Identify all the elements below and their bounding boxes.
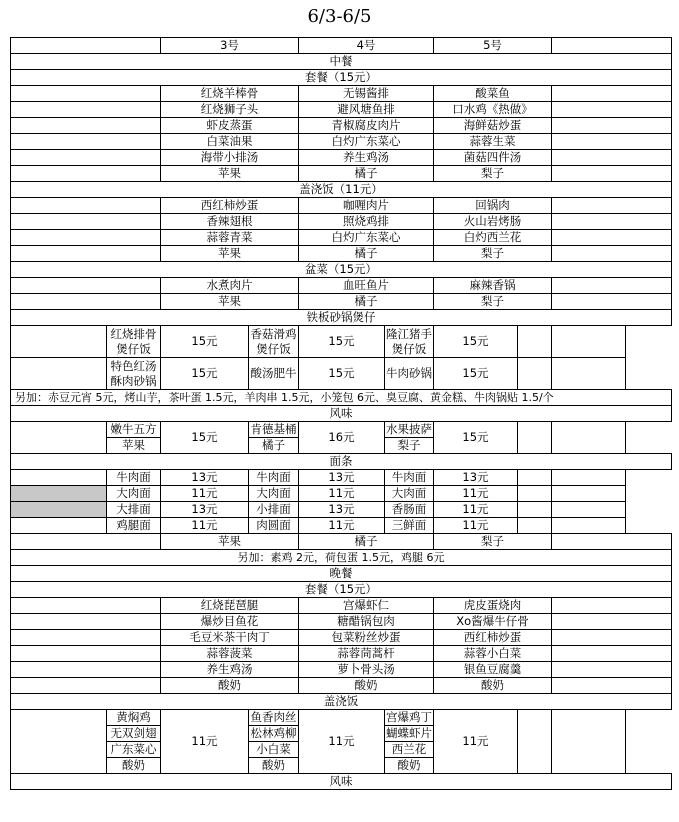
empty-cell: [11, 486, 107, 502]
empty-cell: [552, 134, 672, 150]
dish-cell: 酸菜鱼: [434, 86, 552, 102]
extras-note: 另加：素鸡 2元，荷包蛋 1.5元，鸡腿 6元: [11, 550, 672, 566]
set-meal-title: 套餐（15元）: [11, 70, 672, 86]
empty-cell: [552, 646, 672, 662]
dish-cell: 特色红汤酥肉砂锅: [107, 358, 161, 390]
dish-cell: 血旺鱼片: [299, 278, 434, 294]
table-row: [11, 230, 672, 246]
dish-cell: 无锡酱排: [299, 86, 434, 102]
table-row: [11, 614, 672, 630]
menu-table: [10, 37, 672, 790]
dish-cell: 水果披萨: [386, 422, 432, 436]
empty-cell: [552, 662, 672, 678]
dish-cell: 萝卜骨头汤: [299, 662, 434, 678]
empty-cell: [11, 326, 107, 358]
table-row: [11, 518, 672, 534]
empty-cell: [552, 278, 672, 294]
dish-cell: 西红柿炒蛋: [434, 630, 552, 646]
price-cell: 15元: [299, 326, 385, 358]
dish-cell: 红烧琵琶腿: [161, 598, 299, 614]
empty-cell: [552, 422, 626, 454]
dish-cell: 酸奶: [161, 678, 299, 694]
empty-cell: [11, 246, 161, 262]
dish-cell: 大排面: [107, 502, 161, 518]
dish-cell: 广东菜心: [107, 742, 161, 758]
empty-cell: [518, 710, 552, 774]
dish-cell: 梨子: [434, 246, 552, 262]
table-row: [11, 262, 672, 278]
table-row: [11, 470, 672, 486]
dish-cell: 红烧羊棒骨: [161, 86, 299, 102]
empty-cell: [518, 358, 552, 390]
table-row: [11, 102, 672, 118]
price-cell: 15元: [299, 358, 385, 390]
table-row: [11, 598, 672, 614]
dish-cell: 橘子: [299, 294, 434, 310]
dish-cell: 口水鸡《热做》: [434, 102, 552, 118]
dish-cell: 西红柿炒蛋: [161, 198, 299, 214]
price-cell: 11元: [299, 486, 385, 502]
dish-cell: 菌菇四件汤: [434, 150, 552, 166]
extras-note: 另加：赤豆元宵 5元，烤山芋，茶叶蛋 1.5元，羊肉串 1.5元，小笼包 6元、臭豆腐、黄金糕、牛肉锅贴 1.5/个: [11, 390, 672, 406]
empty-cell: [552, 118, 672, 134]
dish-cell: 酸奶: [107, 758, 161, 774]
empty-cell: [518, 486, 552, 502]
table-row: [11, 694, 672, 710]
empty-cell: [11, 534, 161, 550]
price-cell: 11元: [434, 486, 518, 502]
noodles-title: 面条: [11, 454, 672, 470]
price-cell: 13元: [299, 502, 385, 518]
table-row: [11, 294, 672, 310]
dish-cell: 牛肉面: [385, 470, 434, 486]
dish-cell: 牛肉面: [249, 470, 299, 486]
dish-cell: 火山岩烤肠: [434, 214, 552, 230]
dish-cell: 橘子: [299, 534, 434, 550]
table-row: [11, 710, 672, 726]
table-row: [11, 38, 672, 54]
dish-cell: 水煮肉片: [161, 278, 299, 294]
empty-cell: [11, 614, 161, 630]
empty-cell: [552, 38, 672, 54]
dish-cell: 照烧鸡排: [299, 214, 434, 230]
price-cell: 15元: [434, 422, 518, 454]
basin-title: 盆菜（15元）: [11, 262, 672, 278]
table-row: [11, 86, 672, 102]
set-meal-title: 套餐（15元）: [11, 582, 672, 598]
empty-cell: [518, 326, 552, 358]
dish-cell: 鸡腿面: [107, 518, 161, 534]
empty-cell: [552, 470, 626, 486]
price-cell: 16元: [299, 422, 385, 454]
table-row: [11, 582, 672, 598]
dish-cell: 肯德基桶: [250, 422, 297, 436]
dish-cell: 三鲜面: [385, 518, 434, 534]
price-cell: 11元: [299, 710, 385, 774]
empty-cell: [552, 518, 626, 534]
dish-cell: 虾皮蒸蛋: [161, 118, 299, 134]
table-row: [11, 278, 672, 294]
dish-cell: 宫爆虾仁: [299, 598, 434, 614]
table-row: [11, 454, 672, 470]
header-day-5: 5号: [434, 38, 552, 54]
empty-cell: [11, 646, 161, 662]
table-row: [11, 534, 672, 550]
price-cell: 13元: [161, 502, 249, 518]
dish-cell: 苹果: [161, 166, 299, 182]
lunch-title: 中餐: [11, 54, 672, 70]
empty-cell: [11, 150, 161, 166]
dish-cell: 避风塘鱼排: [299, 102, 434, 118]
dish-cell: 酸奶: [385, 758, 434, 774]
dish-cell: 大肉面: [107, 486, 161, 502]
table-row: [11, 54, 672, 70]
dish-cell: 香肠面: [385, 502, 434, 518]
table-row: [11, 774, 672, 790]
price-cell: 13元: [299, 470, 385, 486]
price-cell: 11元: [161, 710, 249, 774]
rice-bowl-title: 盖浇饭（11元）: [11, 182, 672, 198]
dish-cell: 小白菜: [249, 742, 299, 758]
dish-cell: 苹果: [161, 534, 299, 550]
empty-cell: [552, 486, 626, 502]
empty-cell: [552, 214, 672, 230]
dish-cell: 黄焖鸡: [107, 710, 161, 726]
table-row: [11, 118, 672, 134]
dish-cell: 牛肉面: [107, 470, 161, 486]
empty-cell: [11, 470, 107, 486]
header-day-4: 4号: [299, 38, 434, 54]
dish-cell: 麻辣香锅: [434, 278, 552, 294]
table-row: [11, 182, 672, 198]
table-row: [11, 486, 672, 502]
dish-cell: 大肉面: [385, 486, 434, 502]
table-row: [11, 70, 672, 86]
table-row: [11, 630, 672, 646]
claypot-title: 铁板砂锅煲仔: [11, 310, 672, 326]
empty-cell: [11, 502, 107, 518]
dish-cell: 虎皮蛋烧肉: [434, 598, 552, 614]
price-cell: 15元: [161, 358, 249, 390]
dish-cell: 咖喱肉片: [299, 198, 434, 214]
dish-cell: 糖醋锅包肉: [299, 614, 434, 630]
table-row: [11, 422, 672, 438]
dish-cell: 松林鸡柳: [250, 726, 297, 740]
price-cell: 11元: [434, 518, 518, 534]
dish-cell: 橘子: [249, 438, 299, 454]
empty-cell: [11, 214, 161, 230]
dish-cell: 酸奶: [249, 758, 299, 774]
dish-cell: 蒜蓉青菜: [161, 230, 299, 246]
dish-cell: 回锅肉: [434, 198, 552, 214]
empty-cell: [552, 614, 672, 630]
price-cell: 15元: [161, 326, 249, 358]
dish-cell: 蒜蓉茼蒿杆: [299, 646, 434, 662]
price-cell: 13元: [434, 470, 518, 486]
dish-cell: 白菜油果: [161, 134, 299, 150]
price-cell: 11元: [161, 518, 249, 534]
table-row: [11, 502, 672, 518]
empty-cell: [552, 86, 672, 102]
empty-cell: [11, 198, 161, 214]
dish-cell: 小排面: [249, 502, 299, 518]
dish-cell: 无双剑翅: [107, 726, 161, 742]
dish-cell: 蒜蓉生菜: [434, 134, 552, 150]
dish-cell: 包菜粉丝炒蛋: [299, 630, 434, 646]
dish-cell: 海鲜菇炒蛋: [434, 118, 552, 134]
empty-cell: [518, 518, 552, 534]
empty-cell: [552, 102, 672, 118]
empty-cell: [552, 630, 672, 646]
empty-cell: [11, 422, 107, 454]
empty-cell: [11, 102, 161, 118]
empty-cell: [518, 422, 552, 454]
dish-cell: 海带小排汤: [161, 150, 299, 166]
dinner-title: 晚餐: [11, 566, 672, 582]
price-cell: 11元: [299, 518, 385, 534]
price-cell: 15元: [434, 358, 518, 390]
dish-cell: 橘子: [299, 246, 434, 262]
dish-cell: 牛肉砂锅: [385, 358, 434, 390]
dish-cell: 青椒腐皮肉片: [299, 118, 434, 134]
empty-cell: [11, 598, 161, 614]
dish-cell: 苹果: [161, 246, 299, 262]
dish-cell: 红烧排骨煲仔饭: [107, 326, 161, 358]
empty-cell: [552, 326, 626, 358]
table-row: [11, 166, 672, 182]
dish-cell: 梨子: [385, 438, 434, 454]
table-row: [11, 646, 672, 662]
table-row: [11, 246, 672, 262]
price-cell: 15元: [161, 422, 249, 454]
dish-cell: 蒜蓉菠菜: [161, 646, 299, 662]
empty-cell: [552, 294, 672, 310]
dish-cell: 宫爆鸡丁: [386, 710, 432, 724]
dish-cell: 苹果: [161, 294, 299, 310]
dish-cell: 酸奶: [434, 678, 552, 694]
table-row: [11, 134, 672, 150]
table-row: [11, 566, 672, 582]
dish-cell: 隆江猪手煲仔饭: [386, 326, 432, 356]
empty-cell: [518, 470, 552, 486]
empty-cell: [11, 630, 161, 646]
dish-cell: 养生鸡汤: [161, 662, 299, 678]
empty-cell: [11, 518, 107, 534]
empty-cell: [11, 662, 161, 678]
flavor-title: 风味: [11, 406, 672, 422]
empty-cell: [11, 38, 161, 54]
empty-cell: [11, 710, 107, 774]
price-cell: 13元: [161, 470, 249, 486]
empty-cell: [552, 358, 626, 390]
empty-cell: [11, 230, 161, 246]
table-row: [11, 150, 672, 166]
dish-cell: 西兰花: [385, 742, 434, 758]
empty-cell: [552, 166, 672, 182]
dish-cell: 白灼广东菜心: [299, 230, 434, 246]
empty-cell: [11, 118, 161, 134]
dish-cell: 爆炒目鱼花: [161, 614, 299, 630]
dish-cell: 白灼西兰花: [434, 230, 552, 246]
dish-cell: 橘子: [299, 166, 434, 182]
dish-cell: 蝴蝶虾片: [386, 726, 432, 740]
empty-cell: [552, 710, 626, 774]
empty-cell: [552, 534, 672, 550]
price-cell: 11元: [434, 710, 518, 774]
empty-cell: [552, 598, 672, 614]
dish-cell: 红烧狮子头: [161, 102, 299, 118]
dish-cell: 银鱼豆腐羹: [434, 662, 552, 678]
table-row: [11, 326, 672, 358]
dish-cell: 酸奶: [299, 678, 434, 694]
dish-cell: 梨子: [434, 534, 552, 550]
table-row: [11, 358, 672, 390]
dish-cell: 梨子: [434, 166, 552, 182]
price-cell: 11元: [434, 502, 518, 518]
dish-cell: 香菇滑鸡煲仔饭: [250, 326, 297, 356]
table-row: [11, 390, 672, 406]
empty-cell: [11, 358, 107, 390]
rice-bowl-title: 盖浇饭: [11, 694, 672, 710]
empty-cell: [552, 150, 672, 166]
empty-cell: [518, 502, 552, 518]
dish-cell: 梨子: [434, 294, 552, 310]
empty-cell: [11, 166, 161, 182]
dish-cell: 肉圆面: [249, 518, 299, 534]
empty-cell: [552, 502, 626, 518]
dish-cell: 白灼广东菜心: [299, 134, 434, 150]
page-title: 6/3-6/5: [307, 6, 372, 27]
dish-cell: 香辣翅根: [161, 214, 299, 230]
dish-cell: Xo酱爆牛仔骨: [434, 614, 552, 630]
empty-cell: [11, 278, 161, 294]
dish-cell: 苹果: [107, 438, 161, 454]
empty-cell: [11, 134, 161, 150]
empty-cell: [552, 678, 672, 694]
flavor-title: 风味: [11, 774, 672, 790]
dish-cell: 养生鸡汤: [299, 150, 434, 166]
price-cell: 11元: [161, 486, 249, 502]
dish-cell: 嫩牛五方: [107, 422, 161, 438]
empty-cell: [552, 246, 672, 262]
dish-cell: 毛豆米茶干肉丁: [161, 630, 299, 646]
empty-cell: [11, 294, 161, 310]
table-row: [11, 214, 672, 230]
empty-cell: [552, 230, 672, 246]
table-row: [11, 678, 672, 694]
empty-cell: [11, 86, 161, 102]
empty-cell: [552, 198, 672, 214]
dish-cell: 蒜蓉小白菜: [434, 646, 552, 662]
dish-cell: 大肉面: [249, 486, 299, 502]
table-row: [11, 662, 672, 678]
price-cell: 15元: [434, 326, 518, 358]
table-row: [11, 406, 672, 422]
table-row: [11, 198, 672, 214]
table-row: [11, 550, 672, 566]
table-row: [11, 310, 672, 326]
dish-cell: 酸汤肥牛: [249, 358, 299, 390]
dish-cell: 鱼香肉丝: [250, 710, 297, 724]
header-day-3: 3号: [161, 38, 299, 54]
empty-cell: [11, 678, 161, 694]
